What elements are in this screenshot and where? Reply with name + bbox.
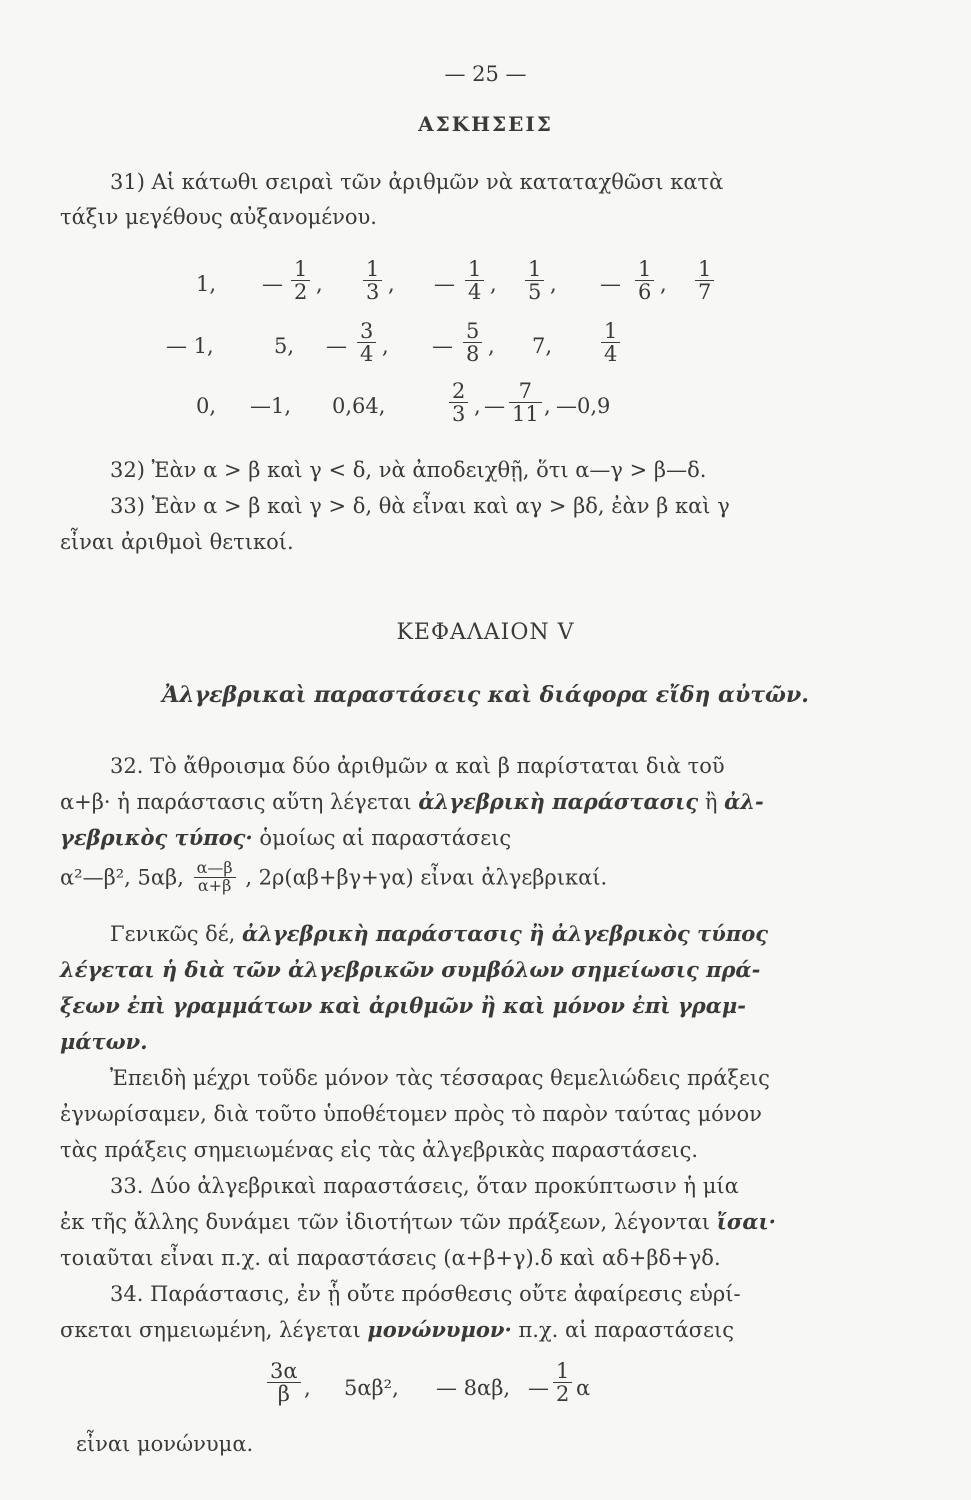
numerator: α—β (194, 860, 236, 878)
fraction (465, 258, 484, 303)
denominator: 7 (698, 280, 712, 305)
separator: , (304, 1376, 311, 1400)
paragraph-32-line-1: 32. Τὸ ἄθροισμα δύο ἀριθμῶν α καὶ β παρίσταται διὰ τοῦ (110, 754, 725, 778)
fraction (363, 258, 382, 303)
paragraph-33-line-2 (60, 1208, 776, 1236)
text: ἐκ τῆς ἄλλης δυνάμει τῶν ἰδιοτήτων τῶν πράξεων, λέγονται (60, 1210, 711, 1234)
term-monomial: μονώνυμον· (367, 1317, 512, 1342)
term-equal: ἴσαι· (716, 1209, 776, 1234)
denominator: 4 (604, 342, 618, 367)
paragraph-33-line-1: 33. Δύο ἀλγεβρικαὶ παραστάσεις, ὅταν προκύπτωσιν ἡ μία (110, 1174, 739, 1198)
numerator: 2 (449, 380, 468, 403)
fraction (509, 380, 542, 425)
series-row-3 (0, 380, 971, 436)
page-number: — 25 — (444, 62, 527, 86)
separator: , (544, 394, 551, 418)
numerator: 1 (363, 258, 382, 281)
minus-sign: — (484, 394, 505, 418)
paragraph-34-line-4: εἶναι μονώνυμα. (76, 1432, 254, 1456)
numerator: 1 (635, 258, 654, 281)
denominator: 2 (294, 280, 308, 305)
fraction (463, 320, 482, 365)
paragraph-32-line-2 (60, 788, 764, 816)
series-row-1 (0, 258, 971, 314)
section-title: ΑΣΚΗΣΕΙΣ (418, 112, 553, 136)
denominator: 5 (528, 280, 542, 305)
denominator: β (277, 1382, 290, 1407)
minus-sign: — (600, 272, 621, 296)
numerator: 1 (553, 1360, 572, 1383)
numerator: 7 (509, 380, 542, 403)
series-item: 5, (274, 334, 295, 358)
fraction (601, 320, 620, 365)
numerator: 5 (463, 320, 482, 343)
term: ἀλγεβρικὴ παράστασις ἢ ἀλγεβρικὸς τύπος (242, 921, 768, 946)
denominator: 3 (366, 280, 380, 305)
paragraph-32-formulas (60, 860, 607, 910)
term-algebraic-formula: γεβρικὸς τύπος· (60, 825, 253, 850)
numerator: 1 (465, 258, 484, 281)
chapter-subtitle: Ἀλγεβρικαὶ παραστάσεις καὶ διάφορα εἴδη αὐτῶν. (162, 682, 809, 708)
chapter-title: ΚΕΦΑΛΑΙΟΝ V (396, 620, 575, 645)
denominator: 2 (556, 1382, 570, 1407)
numerator: 1 (291, 258, 310, 281)
denominator: α+β (197, 875, 232, 895)
text: σκεται σημειωμένη, λέγεται (60, 1318, 361, 1342)
minus-sign: — (528, 1376, 549, 1400)
term-fragment: ἀλ- (724, 789, 764, 814)
series-item: —1, (250, 394, 292, 418)
separator: , (474, 394, 481, 418)
series-item: 7, (532, 334, 553, 358)
exercise-33-line-2: εἶναι ἀριθμοὶ θετικοί. (60, 530, 294, 554)
series-item: —0,9 (556, 394, 611, 418)
exercise-31-line-1: 31) Αἱ κάτωθι σειραὶ τῶν ἀριθμῶν νὰ καταταχθῶσι κατὰ (110, 170, 724, 194)
separator: , (490, 272, 497, 296)
fraction (357, 320, 376, 365)
variable: α (576, 1376, 591, 1400)
series-item: 0,64, (332, 394, 386, 418)
monomial: 5αβ², (344, 1376, 399, 1400)
formula: α²—β², 5αβ, (60, 865, 184, 890)
denominator: 11 (512, 402, 539, 427)
numerator: 3 (357, 320, 376, 343)
minus-sign: — (434, 272, 455, 296)
paragraph-33-line-3: τοιαῦται εἶναι π.χ. αἱ παραστάσεις (α+β+γ).δ καὶ αδ+βδ+γδ. (60, 1246, 721, 1270)
fraction (449, 380, 468, 425)
text: α+β· ἡ παράστασις αὕτη λέγεται (60, 790, 412, 814)
general-line-1 (110, 920, 768, 948)
general-line-2: λέγεται ἡ διὰ τῶν ἀλγεβρικῶν συμβόλων σημείωσις πρά- (60, 957, 761, 982)
denominator: 4 (360, 342, 374, 367)
exercise-33-line-1: 33) Ἐὰν α > β καὶ γ > δ, θὰ εἶναι καὶ αγ > βδ, ἐὰν β καὶ γ (110, 494, 730, 518)
minus-sign: — (262, 272, 283, 296)
term-algebraic-expression: ἀλγεβρικὴ παράστασις (418, 789, 699, 814)
series-row-2 (0, 320, 971, 376)
epeidi-line-3: τὰς πράξεις σημειωμένας εἰς τὰς ἀλγεβρικὰς παραστάσεις. (60, 1138, 699, 1162)
exercise-31-line-2: τάξιν μεγέθους αὐξανομένου. (60, 205, 377, 229)
text: Γενικῶς δέ, (110, 922, 236, 946)
numerator: 1 (695, 258, 714, 281)
separator: , (316, 272, 323, 296)
fraction (635, 258, 654, 303)
fraction (553, 1360, 572, 1405)
series-item: 0, (196, 394, 217, 418)
general-line-3: ξεων ἐπὶ γραμμάτων καὶ ἀριθμῶν ἢ καὶ μόνον ἐπὶ γραμ- (60, 993, 746, 1018)
fraction (291, 258, 310, 303)
text: ὁμοίως αἱ παραστάσεις (259, 826, 512, 850)
fraction (525, 258, 544, 303)
fraction (267, 1360, 301, 1405)
series-item: — 1, (166, 334, 214, 358)
general-line-4: μάτων. (60, 1029, 148, 1054)
fraction (695, 258, 714, 303)
epeidi-line-1: Ἐπειδὴ μέχρι τοῦδε μόνον τὰς τέσσαρας θεμελιώδεις πράξεις (110, 1066, 770, 1090)
text: ἢ (704, 790, 718, 814)
denominator: 6 (638, 280, 652, 305)
formula: , 2ρ(αβ+βγ+γα) εἶναι ἀλγεβρικαί. (245, 865, 608, 890)
numerator: 1 (601, 320, 620, 343)
numerator: 3α (267, 1360, 301, 1383)
separator: , (488, 334, 495, 358)
denominator: 4 (468, 280, 482, 305)
denominator: 3 (452, 402, 466, 427)
separator: , (388, 272, 395, 296)
minus-sign: — (432, 334, 453, 358)
series-item: 1, (196, 272, 217, 296)
paragraph-32-line-3 (60, 824, 511, 852)
monomial-examples (0, 1360, 971, 1420)
paragraph-34-line-2 (60, 1316, 734, 1344)
denominator: 8 (466, 342, 480, 367)
fraction (194, 860, 236, 895)
separator: , (550, 272, 557, 296)
numerator: 1 (525, 258, 544, 281)
monomial: — 8αβ, (436, 1376, 511, 1400)
paragraph-34-line-1: 34. Παράστασις, ἐν ᾗ οὔτε πρόσθεσις οὔτε ἀφαίρεσις εὑρί- (110, 1282, 741, 1306)
separator: , (660, 272, 667, 296)
separator: , (382, 334, 389, 358)
epeidi-line-2: ἐγνωρίσαμεν, διὰ τοῦτο ὑποθέτομεν πρὸς τὸ παρὸν ταύτας μόνον (60, 1102, 762, 1126)
minus-sign: — (326, 334, 347, 358)
text: π.χ. αἱ παραστάσεις (518, 1318, 734, 1342)
exercise-32: 32) Ἐὰν α > β καὶ γ < δ, νὰ ἀποδειχθῇ, ὅτι α—γ > β—δ. (110, 458, 707, 482)
